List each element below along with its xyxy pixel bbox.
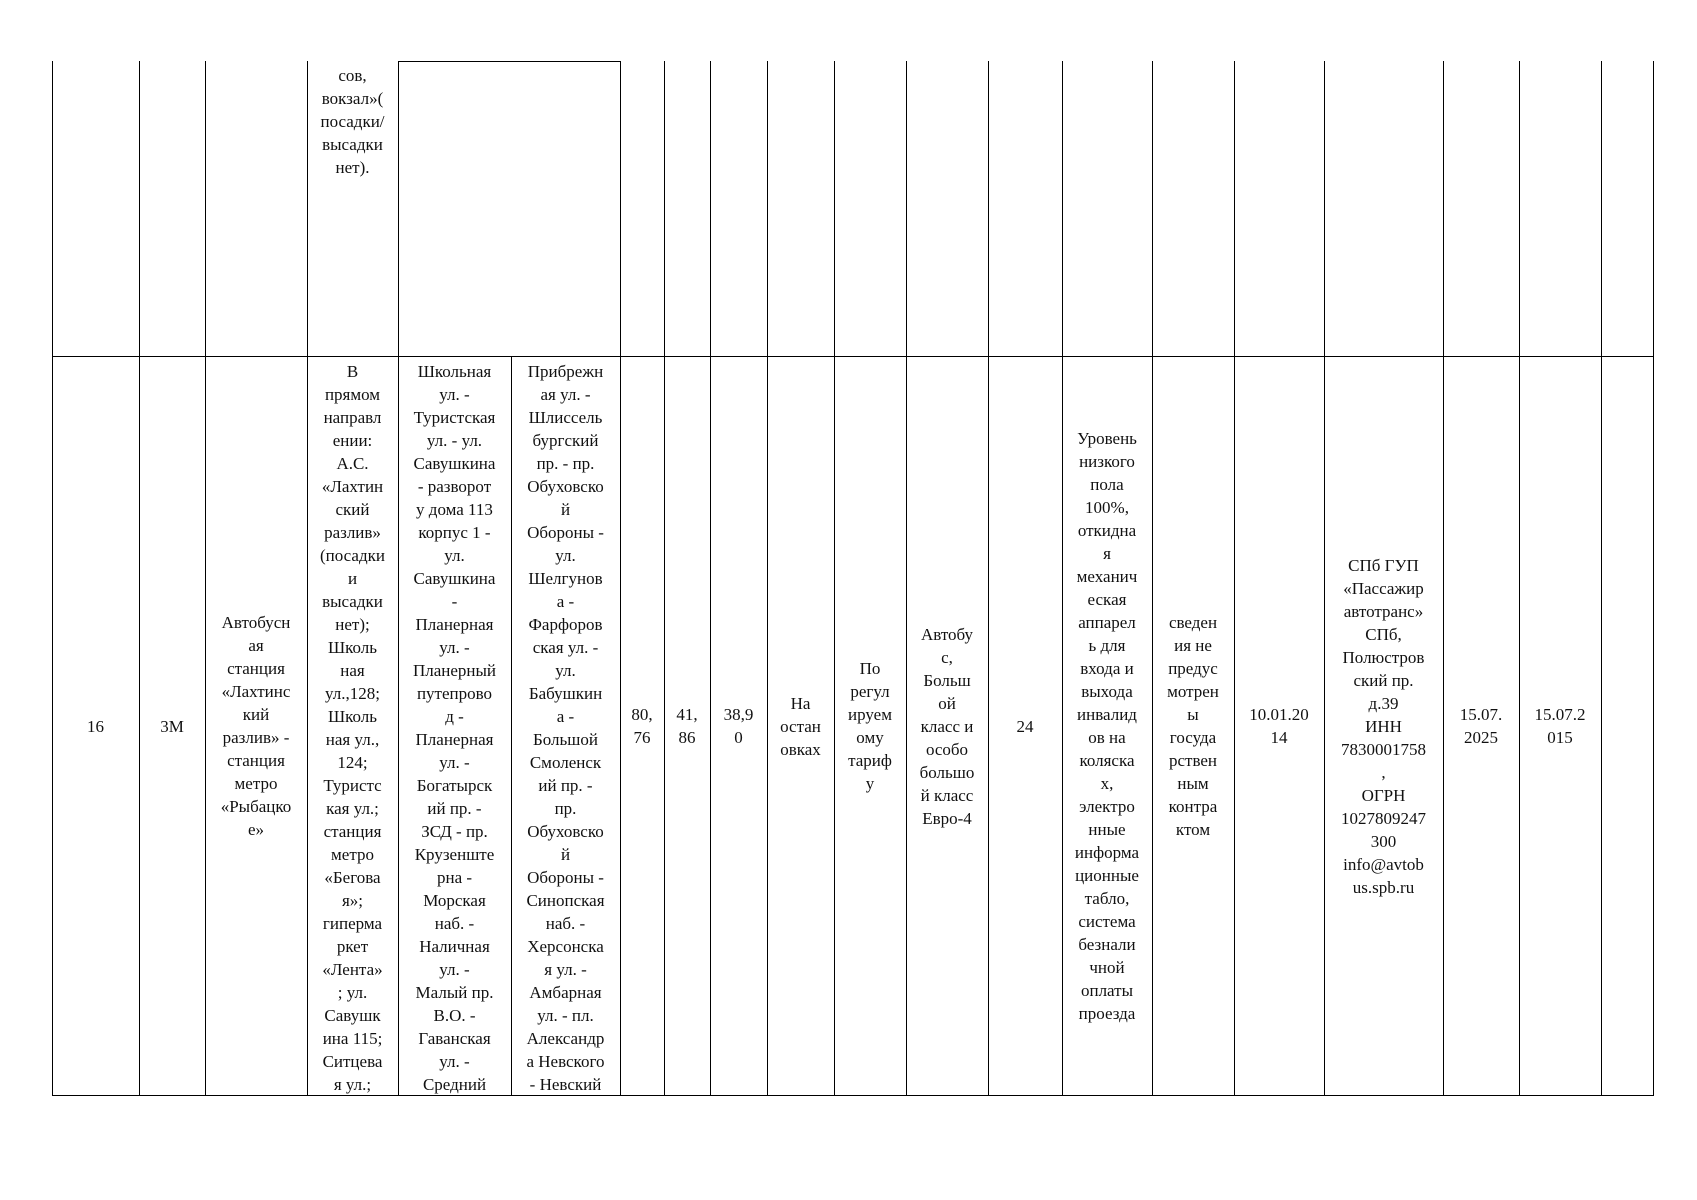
row-number: 16 bbox=[87, 716, 104, 736]
col-border bbox=[1653, 61, 1654, 1096]
stops-list: В прямом направл ении: А.С. «Лахтин ский разлив» (посадки и высадки нет); Школь ная ул.,128; Школь ная ул., 124; Туристс кая ул.; станция метро «Бегова я»; гиперма ркет «Лента» ; ул. Савушк ина 115; Ситцева я ул.; bbox=[320, 362, 385, 1094]
carrier-info: СПб ГУП «Пассажир автотранс» СПб, Полюстров ский пр. д.39 ИНН 7830001758 , ОГРН 1027809247 300 info@avtob us.spb.ru bbox=[1341, 555, 1426, 897]
stops-text-continued: сов, вокзал»( посадки/ высадки нет). bbox=[320, 66, 385, 177]
route-number: 3М bbox=[160, 716, 184, 736]
vehicle-count: 24 bbox=[1016, 716, 1034, 736]
length-reverse: 41, 86 bbox=[676, 705, 698, 747]
vehicle-type: Автобу с, Больш ой класс и особо большо й класс Евро-4 bbox=[919, 624, 975, 828]
vehicle-specs: Уровень низкого пола 100%, откидна я механич еская аппарел ь для входа и выхода инвалид ов на коляска х, электро нные информа ционные табло, система безнали чной оплаты проезда bbox=[1074, 429, 1140, 1023]
start-date: 10.01.20 14 bbox=[1249, 705, 1309, 747]
stops-top-border bbox=[398, 61, 620, 62]
streets-forward: Школьная ул. - Туристская ул. - ул. Савушкина - разворот у дома 113 корпус 1 - ул. Савушкина - Планерная ул. - Планерный путепрово д - Планерная ул. - Богатырск ий пр. - ЗСД - пр. Крузенште рна - Морская наб. - Наличная ул. - Малый пр. В.О. - Гаванская ул. - Средний bbox=[412, 362, 497, 1094]
date-2: 15.07.2 015 bbox=[1534, 705, 1586, 747]
table-bottom-border bbox=[52, 1095, 1654, 1096]
boarding-order: На остан овках bbox=[780, 693, 821, 759]
empty-cell bbox=[1601, 357, 1653, 1095]
streets-reverse: Прибрежн ая ул. - Шлиссель бургский пр. - пр. Обуховско й Обороны - ул. Шелгунов а - Фарфоров ская ул. - ул. Бабушкин а - Большой Смоленск ий пр. - пр. Обуховско й Обороны - Синопская наб. - Херсонска я ул. - Амбарная ул. - пл. Александр а Невского - Невский bbox=[526, 362, 605, 1094]
date-1: 15.07. 2025 bbox=[1459, 705, 1503, 747]
length-forward: 80, 76 bbox=[631, 705, 653, 747]
tariff-type: По регул ируем ому тариф у bbox=[848, 659, 892, 793]
contract-info: сведен ия не предус мотрен ы госуда рствен ным контра ктом bbox=[1167, 613, 1219, 839]
route-name: Автобусн ая станция «Лахтинс кий разлив» - станция метро «Рыбацко е» bbox=[220, 613, 292, 839]
length-total: 38,9 0 bbox=[723, 705, 754, 747]
